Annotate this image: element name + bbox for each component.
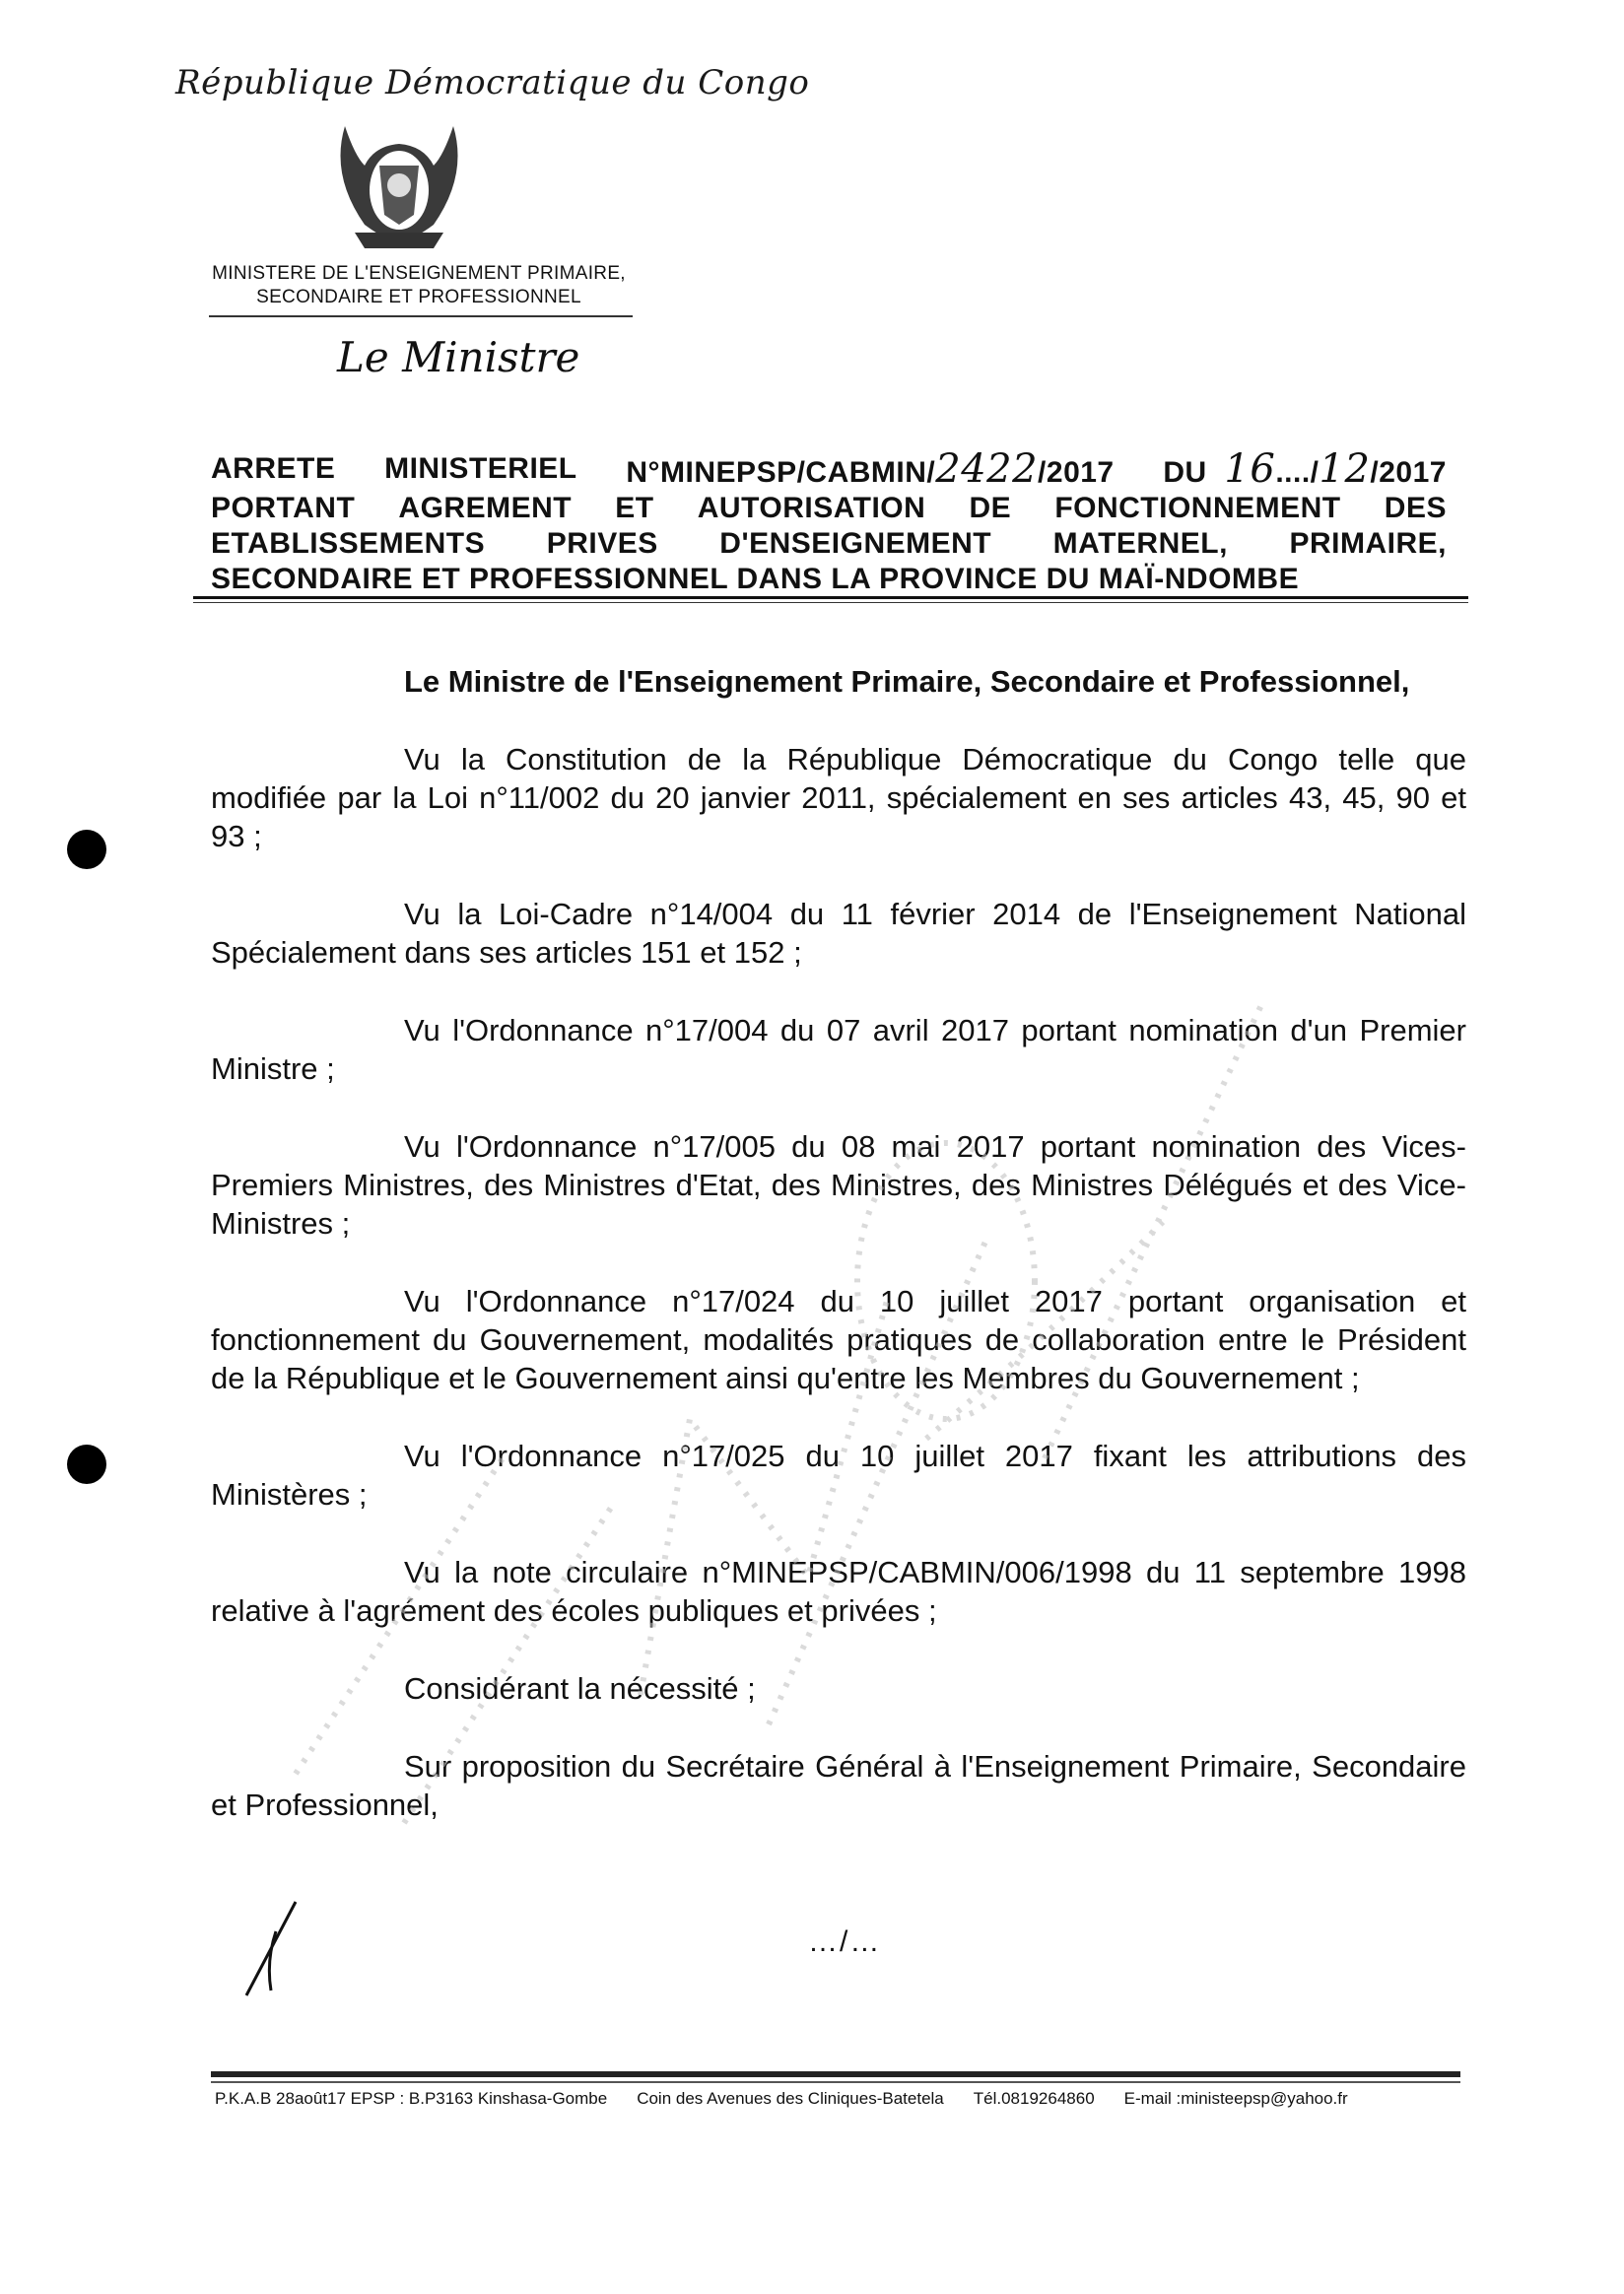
considerant-paragraph: Vu l'Ordonnance n°17/025 du 10 juillet 2017 fixant les attributions des Ministères ; bbox=[211, 1439, 1466, 1512]
ref-prefix: N°MINEPSP/CABMIN/ bbox=[626, 456, 936, 489]
date-separator: / bbox=[1310, 456, 1320, 489]
title-word: ET bbox=[615, 492, 654, 524]
ministry-line-1: MINISTERE DE L'ENSEIGNEMENT PRIMAIRE, bbox=[212, 263, 626, 284]
title-word: PRIVES bbox=[546, 527, 658, 560]
title-word-arrete: ARRETE bbox=[211, 452, 336, 485]
title-word: ETABLISSEMENTS bbox=[211, 527, 486, 560]
title-word: FONCTIONNEMENT bbox=[1054, 492, 1341, 524]
considerant-paragraph: Vu l'Ordonnance n°17/004 du 07 avril 2017 portant nomination d'un Premier Ministre ; bbox=[211, 1013, 1466, 1086]
considerant-paragraph: Vu la note circulaire n°MINEPSP/CABMIN/006/1998 du 11 septembre 1998 relative à l'agrément des écoles publiques et privées ; bbox=[211, 1555, 1466, 1628]
ref-suffix: /2017 bbox=[1038, 456, 1115, 489]
decree-title bbox=[211, 446, 1447, 597]
considerant-paragraph: Vu l'Ordonnance n°17/005 du 08 mai 2017 portant nomination des Vices-Premiers Ministres, des Ministres d'Etat, des Ministres, des Ministres Délégués et des Vice-Ministres ; bbox=[211, 1129, 1466, 1241]
title-word: AGREMENT bbox=[398, 492, 573, 524]
ministry-line-2: SECONDAIRE ET PROFESSIONNEL bbox=[256, 287, 581, 307]
considerant-paragraph: Vu la Constitution de la République Démocratique du Congo telle que modifiée par la Loi n°11/002 du 20 janvier 2011, spécialement en ses articles 43, 45, 90 et 93 ; bbox=[211, 742, 1466, 853]
header-divider bbox=[209, 315, 633, 317]
date-year: /2017 bbox=[1370, 456, 1447, 489]
date-day: 16 bbox=[1224, 446, 1276, 492]
footer-email: E-mail :ministeepsp@yahoo.fr bbox=[1123, 2089, 1348, 2108]
decree-date bbox=[1163, 446, 1447, 492]
minister-title: Le Ministre bbox=[337, 333, 580, 381]
title-word: DE bbox=[969, 492, 1012, 524]
footer-address: Coin des Avenues des Cliniques-Batetela bbox=[637, 2089, 944, 2108]
signature-mark bbox=[237, 1892, 315, 2000]
coat-of-arms-emblem bbox=[325, 116, 473, 254]
considerant-paragraph: Vu l'Ordonnance n°17/024 du 10 juillet 2017 portant organisation et fonctionnement du Gouvernement, modalités pratiques de collaboration entre le Président de la République et le Gouvernement ainsi qu'entre les Membres du Gouvernement ; bbox=[211, 1284, 1466, 1395]
considerant-paragraph: Vu la Loi-Cadre n°14/004 du 11 février 2014 de l'Enseignement National Spécialement dans ses articles 151 et 152 ; bbox=[211, 897, 1466, 970]
title-word: D'ENSEIGNEMENT bbox=[719, 527, 992, 560]
decree-body bbox=[211, 662, 1466, 1863]
considerant-paragraph: Sur proposition du Secrétaire Général à l'Enseignement Primaire, Secondaire et Professionnel, bbox=[211, 1749, 1466, 1822]
republic-heading: République Démocratique du Congo bbox=[175, 63, 810, 102]
footer-reference: P.K.A.B 28août17 EPSP : B.P3163 Kinshasa-Gombe bbox=[215, 2089, 608, 2108]
date-label: DU bbox=[1163, 456, 1207, 489]
title-word: AUTORISATION bbox=[697, 492, 926, 524]
considerant-paragraph: Considérant la nécessité ; bbox=[404, 1671, 756, 1706]
footer-phone: Tél.0819264860 bbox=[973, 2089, 1095, 2108]
punch-hole-bottom bbox=[67, 1445, 106, 1484]
decree-reference bbox=[626, 446, 1115, 492]
date-dots: .... bbox=[1275, 456, 1311, 489]
title-line-3 bbox=[211, 526, 1447, 562]
date-month: 12 bbox=[1319, 446, 1371, 492]
preamble-heading: Le Ministre de l'Enseignement Primaire, Secondaire et Professionnel, bbox=[404, 664, 1410, 699]
title-word: PRIMAIRE, bbox=[1289, 527, 1447, 560]
title-word: PORTANT bbox=[211, 492, 356, 524]
title-word: DES bbox=[1384, 492, 1447, 524]
footer-rule bbox=[211, 2071, 1460, 2077]
title-line-2 bbox=[211, 491, 1447, 526]
title-line-4: SECONDAIRE ET PROFESSIONNEL DANS LA PROVINCE DU MAÏ-NDOMBE bbox=[211, 563, 1300, 595]
footer-rule-secondary bbox=[211, 2081, 1460, 2083]
title-underline bbox=[193, 596, 1468, 599]
title-word-ministeriel: MINISTERIEL bbox=[384, 452, 577, 485]
footer-contact bbox=[215, 2089, 1456, 2109]
ministry-name bbox=[182, 262, 655, 309]
title-underline-secondary bbox=[193, 602, 1468, 603]
continuation-mark: …/… bbox=[808, 1925, 882, 1958]
title-word: MATERNEL, bbox=[1052, 527, 1228, 560]
ref-number: 2422 bbox=[935, 446, 1039, 492]
punch-hole-top bbox=[67, 830, 106, 869]
title-line-1 bbox=[211, 446, 1447, 492]
